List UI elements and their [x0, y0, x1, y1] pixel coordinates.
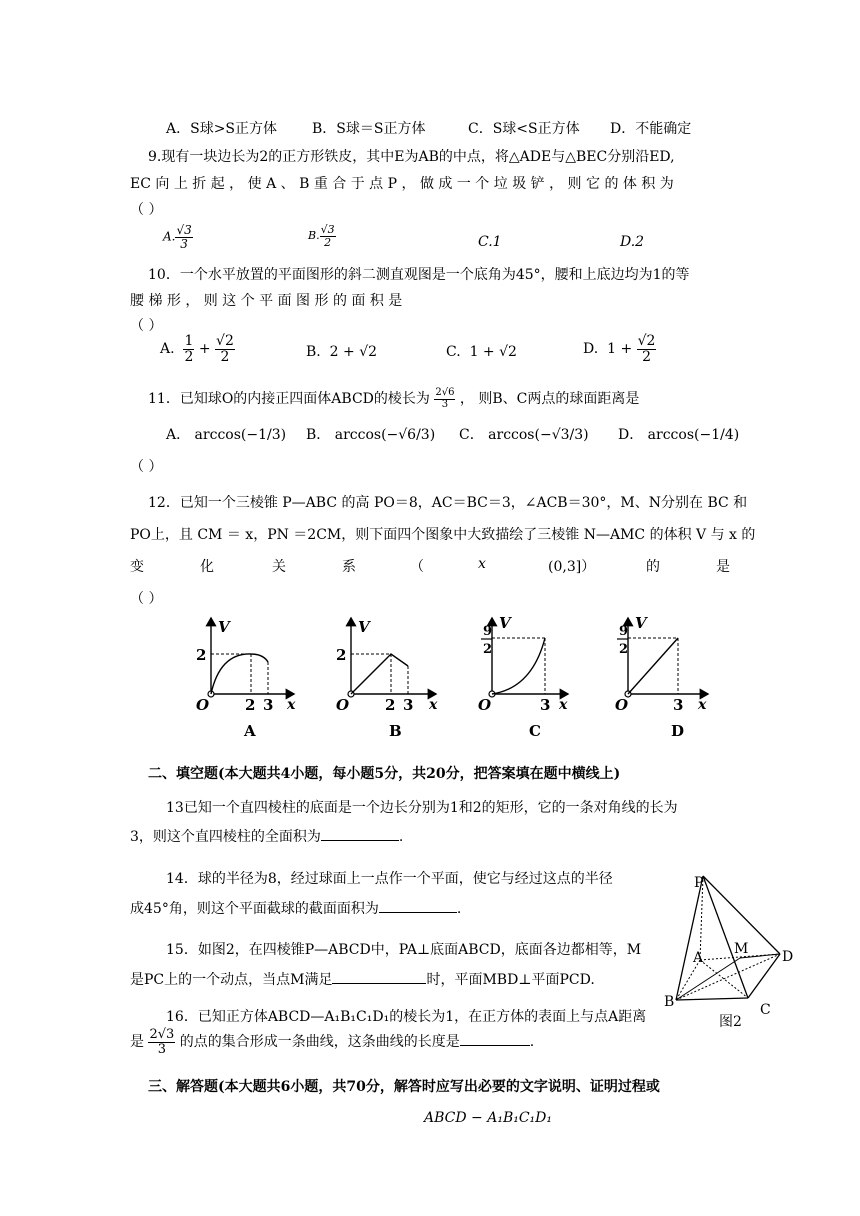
- graph-b-v-label: V: [358, 618, 370, 636]
- graph-d-label: D: [671, 722, 685, 740]
- q14-blank[interactable]: [379, 912, 457, 913]
- graph-d-x-tick-3: 3: [673, 696, 684, 714]
- q11-paren: （ ）: [130, 459, 163, 475]
- figure2-label-m: M: [734, 941, 749, 957]
- q14-line1: 14．球的半径为8，经过球面上一点作一个平面，使它与经过这点的半径: [166, 871, 613, 887]
- graph-a-label: A: [244, 722, 256, 740]
- figure2-label-b: B: [664, 994, 675, 1010]
- graph-d-x-label: x: [698, 697, 707, 713]
- q9-line2: EC 向 上 折 起 ， 使 A 、 B 重 合 于 点 P ， 做 成 一 个 垃 圾 铲 ， 则 它 的 体 积 为: [130, 176, 674, 192]
- q10-option-a: A. $\frac{1}{2}$ + $\frac{√2}{2}$: [160, 333, 234, 365]
- graph-d: [615, 614, 708, 740]
- q11-option-b: B． arccos(−√6/3): [306, 427, 436, 443]
- figure2-label-c: C: [760, 1002, 771, 1018]
- q10-line1: 10．一个水平放置的平面图形的斜二测直观图是一个底角为45°，腰和上底边均为1的等: [148, 267, 690, 283]
- q16-blank[interactable]: [460, 1045, 530, 1046]
- graph-d-y-tick-num: 9: [619, 624, 629, 639]
- q10-option-b: B. 2 + √2: [306, 344, 378, 360]
- graph-b-label: B: [389, 722, 402, 740]
- q12-line3-g: 是: [716, 559, 730, 575]
- graph-c-x-tick-3: 3: [540, 696, 551, 714]
- q11-line1: 11．已知球O的内接正四面体ABCD的棱长为 $\frac{2√6}{3}$ ， 则B、C两点的球面距离是: [148, 387, 640, 410]
- q12-line3-x: x: [478, 556, 486, 572]
- q13-line1: 13已知一个直四棱柱的底面是一个边长分别为1和2的矩形，它的一条对角线的长为: [166, 800, 678, 816]
- graph-c: [478, 614, 568, 740]
- q12-line1: 12．已知一个三棱锥 P—ABC 的高 PO＝8，AC＝BC＝3，∠ACB＝30°，M、N分别在 BC 和: [148, 495, 748, 511]
- q10-paren: （ ）: [130, 318, 163, 334]
- q12-paren: （ ）: [130, 591, 163, 607]
- graph-c-y-tick-num: 9: [483, 624, 493, 639]
- graph-a-y-tick: 2: [196, 646, 207, 664]
- q9-paren: （ ）: [130, 202, 163, 218]
- graph-a-v-label: V: [218, 618, 230, 636]
- q8-option-c: C．S球<S正方体: [468, 121, 580, 137]
- graph-c-x-label: x: [559, 697, 568, 713]
- q12-line3-a: 变: [130, 559, 144, 575]
- q12-line3-e: （: [410, 559, 424, 575]
- q10-option-d: D. 1 + $\frac{√2}{2}$: [583, 333, 656, 365]
- q9-line1: 9.现有一块边长为2的正方形铁皮，其中E为AB的中点，将△ADE与△BEC分别沿ED,: [148, 149, 675, 165]
- section3-title: 三、解答题(本大题共6小题，共70分，解答时应写出必要的文字说明、证明过程或: [148, 1079, 660, 1095]
- q11-option-d: D． arccos(−1/4): [618, 427, 740, 443]
- graph-a-x-tick-3: 3: [263, 696, 274, 714]
- graph-b-x-tick-2: 2: [385, 696, 396, 714]
- graph-b-y-tick: 2: [336, 646, 347, 664]
- graph-d-y-tick-den: 2: [619, 642, 629, 657]
- figure2-label-a: A: [693, 950, 704, 966]
- graph-a: [196, 618, 296, 740]
- q11-option-c: C． arccos(−√3/3): [459, 427, 589, 443]
- q12-line3-b: 化: [200, 559, 214, 575]
- q9-option-d: D.2: [620, 234, 645, 250]
- q12-line3-c: 关: [272, 559, 286, 575]
- graph-b: [336, 618, 438, 740]
- graph-c-y-tick-den: 2: [483, 642, 493, 657]
- graph-c-v-label: V: [499, 614, 511, 632]
- q16-line2: 是 $\frac{2√3}{3}$ 的点的集合形成一条曲线，这条曲线的长度是 .: [130, 1027, 535, 1057]
- graph-a-x-tick-2: 2: [245, 696, 256, 714]
- figure2-label-d: D: [782, 949, 794, 965]
- q15-line2: 是PC上的一个动点，当点M满足 时，平面MBD⊥平面PCD.: [130, 972, 595, 988]
- graph-b-x-tick-3: 3: [403, 696, 414, 714]
- q12-line3-d: 系: [342, 559, 356, 575]
- graph-d-v-label: V: [635, 614, 647, 632]
- q9-option-a: A. $\frac{√3}{3}$: [163, 223, 192, 251]
- graph-c-label: C: [529, 722, 541, 740]
- graph-d-origin: O: [615, 696, 629, 714]
- q12-graphs: [160, 610, 740, 750]
- q10-line2: 腰 梯 形 ， 则 这 个 平 面 图 形 的 面 积 是: [130, 293, 403, 309]
- figure2-caption: 图2: [719, 1014, 742, 1030]
- graph-b-x-label: x: [429, 697, 438, 713]
- q8-option-a: A．S球>S正方体: [166, 121, 278, 137]
- graph-a-x-label: x: [287, 697, 296, 713]
- q9-option-b: B. $\frac{√3}{2}$: [308, 223, 335, 249]
- q11-option-a: A． arccos(−1/3): [166, 427, 287, 443]
- q15-line1: 15．如图2，在四棱锥P—ABCD中，PA⊥底面ABCD，底面各边都相等，M: [166, 942, 642, 958]
- q15-blank[interactable]: [332, 983, 426, 984]
- q9-option-c: C.1: [478, 234, 502, 250]
- graph-a-origin: O: [196, 696, 210, 714]
- q13-blank[interactable]: [321, 840, 399, 841]
- figure2-label-p: P: [694, 875, 704, 891]
- q12-line2: PO上，且 CM ＝ x，PN ＝2CM，则下面四个图象中大致描绘了三棱锥 N—AMC 的体积 V 与 x 的: [130, 527, 756, 543]
- footer-formula: ABCD − A₁B₁C₁D₁: [424, 1110, 553, 1126]
- q14-line2: 成45°角，则这个平面截球的截面面积为 .: [130, 901, 462, 917]
- q12-line3-f: 的: [646, 559, 660, 575]
- section2-title: 二、填空题(本大题共4小题，每小题5分，共20分，把答案填在题中横线上): [148, 766, 621, 782]
- q8-option-b: B．S球＝S正方体: [312, 121, 426, 137]
- figure2-pyramid: [660, 868, 810, 1038]
- q13-line2: 3，则这个直四棱柱的全面积为 .: [130, 829, 404, 845]
- q16-line1: 16．已知正方体ABCD—A₁B₁C₁D₁的棱长为1，在正方体的表面上与点A距离: [166, 1009, 647, 1025]
- q10-option-c: C. 1 + √2: [446, 344, 517, 360]
- graph-b-origin: O: [336, 696, 350, 714]
- graph-c-origin: O: [478, 696, 492, 714]
- q8-option-d: D．不能确定: [610, 121, 692, 137]
- q12-line3-range: (0,3]）: [548, 559, 596, 575]
